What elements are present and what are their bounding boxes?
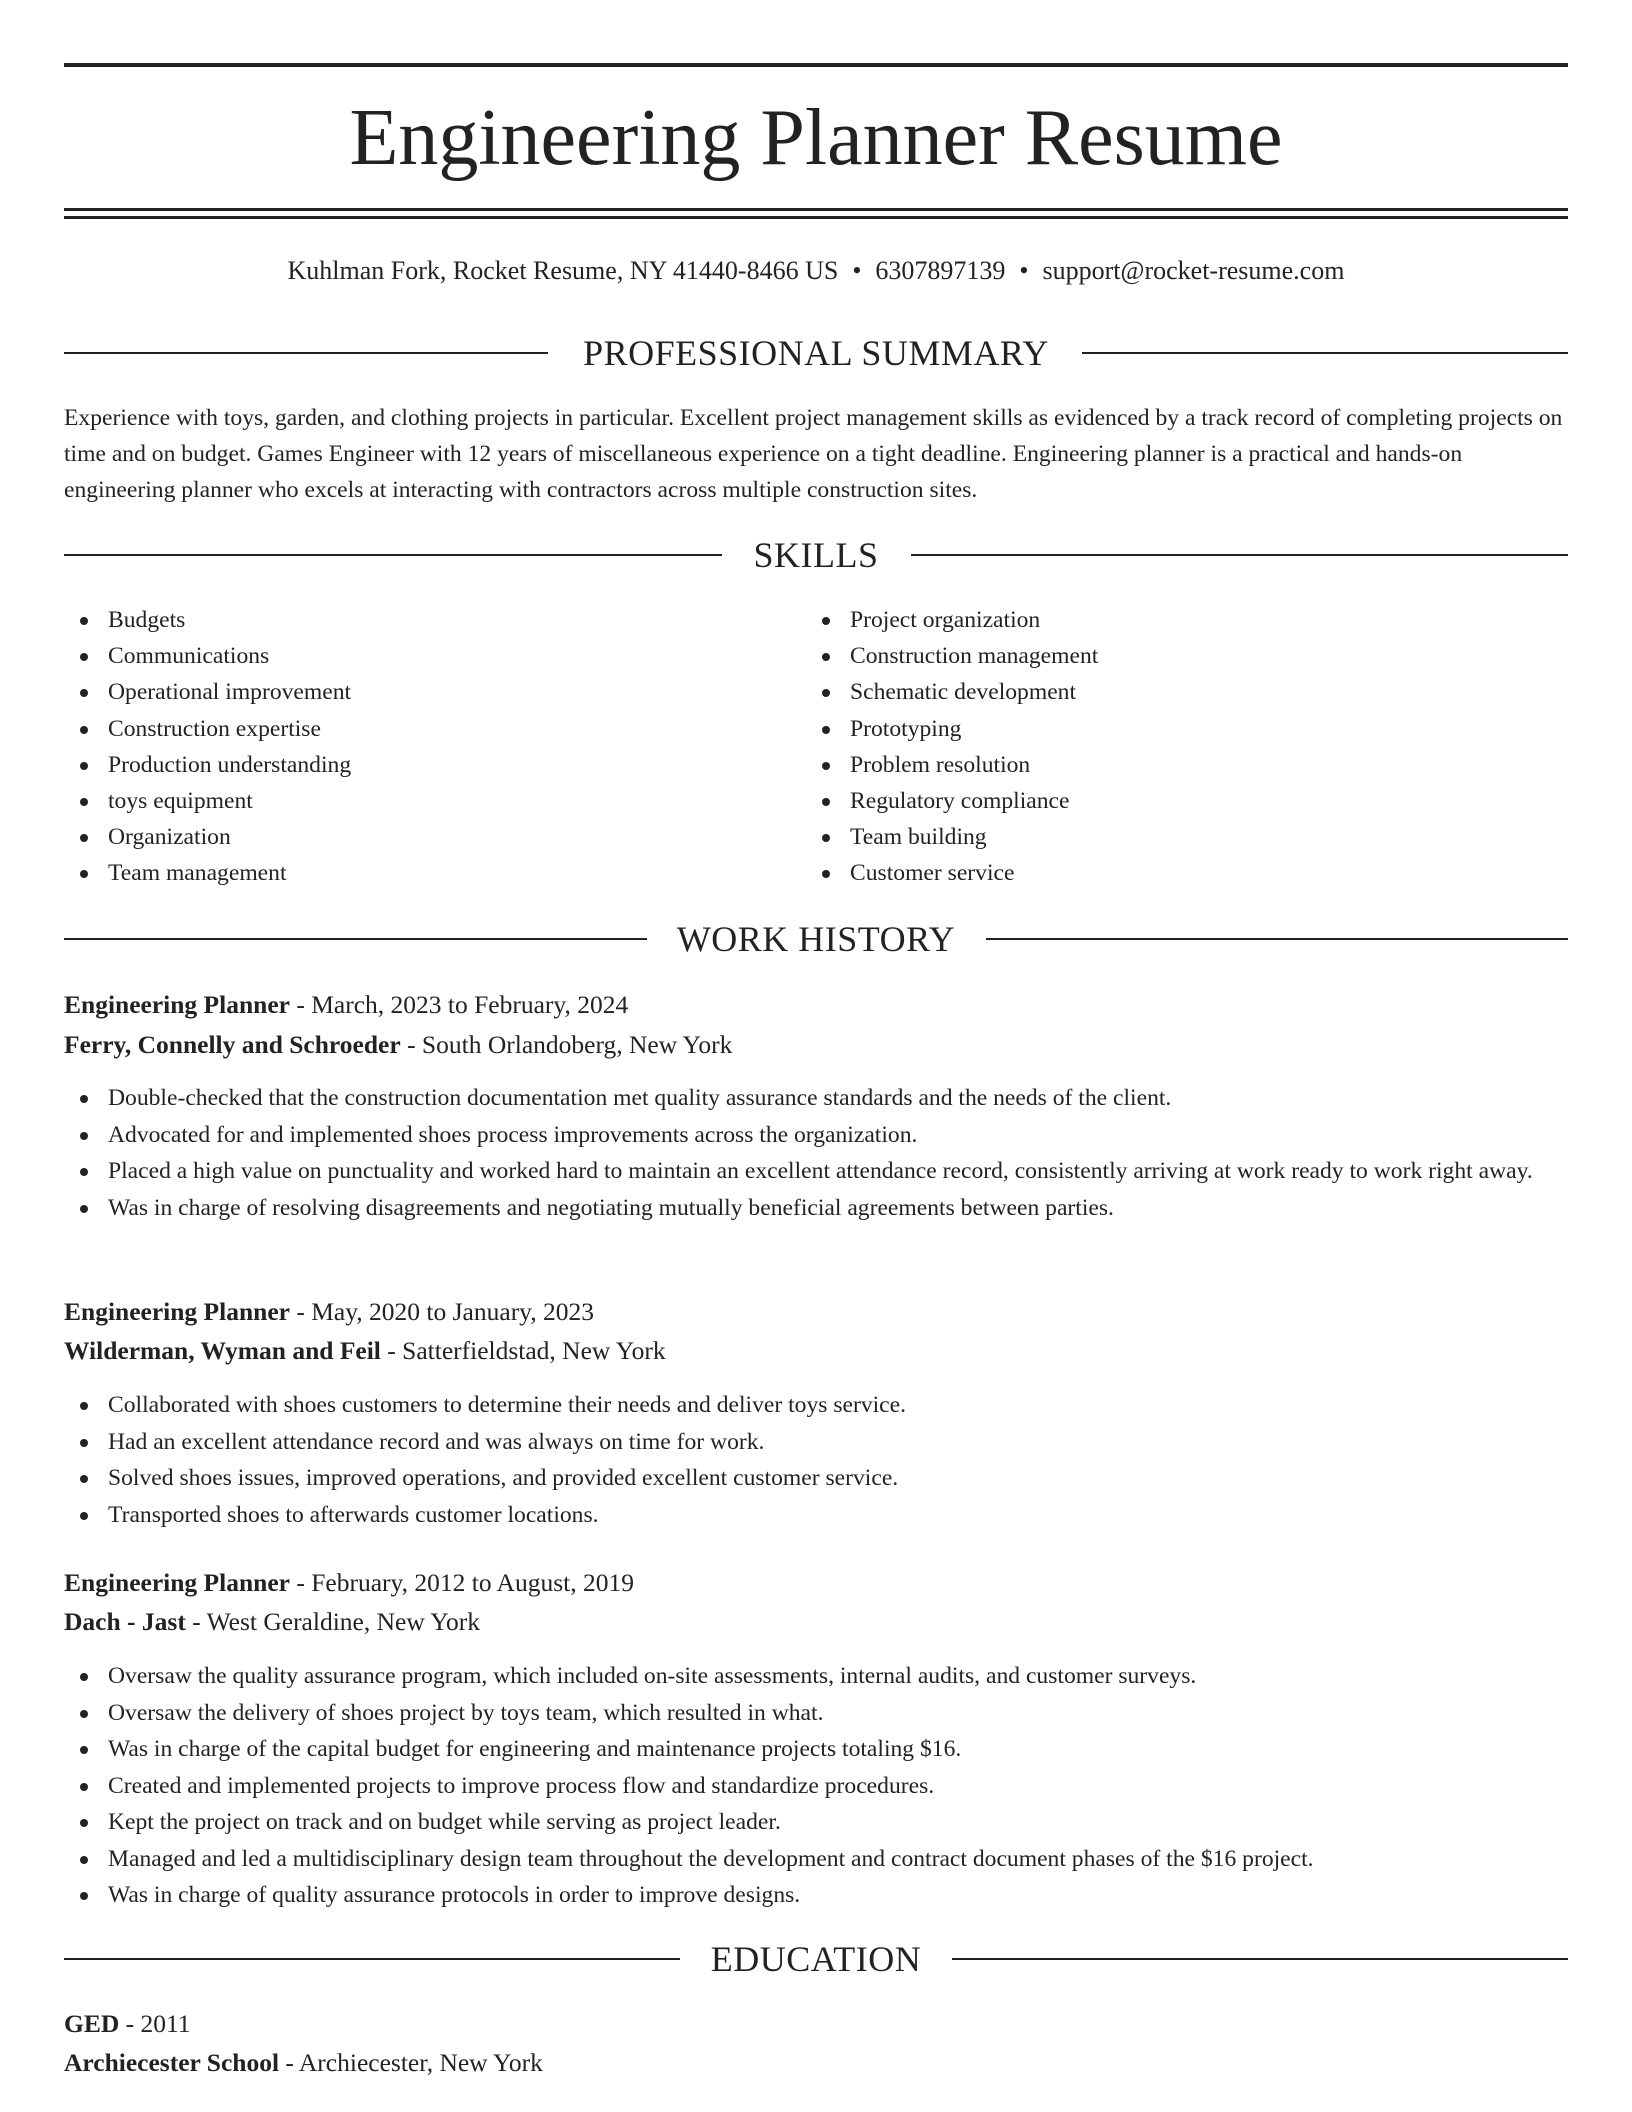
skill-item: Regulatory compliance xyxy=(806,783,1546,819)
skill-item: Production understanding xyxy=(64,747,764,783)
skill-item: Operational improvement xyxy=(64,674,764,710)
skill-item: Schematic development xyxy=(806,674,1546,710)
contact-address: Kuhlman Fork, Rocket Resume, NY 41440-8466 US xyxy=(287,256,839,285)
job-title-line xyxy=(64,1295,594,1329)
list-item: Managed and led a multidisciplinary design team throughout the development and contract document phases of the $16 project. xyxy=(64,1841,1568,1878)
job-company: Dach - Jast xyxy=(64,1607,186,1636)
job-title-line xyxy=(64,988,628,1022)
section-title: EDUCATION xyxy=(710,1939,922,1979)
skill-item: Customer service xyxy=(806,855,1546,891)
list-item: Oversaw the delivery of shoes project by toys team, which resulted in what. xyxy=(64,1695,1568,1732)
list-item: Collaborated with shoes customers to determine their needs and deliver toys service. xyxy=(64,1387,1568,1424)
education-degree: GED xyxy=(64,2009,120,2038)
skill-item: Construction expertise xyxy=(64,711,764,747)
section-title: WORK HISTORY xyxy=(676,919,956,959)
education-section-header xyxy=(64,1939,1568,1979)
job-dates: - May, 2020 to January, 2023 xyxy=(289,1297,595,1326)
list-item: Transported shoes to afterwards customer locations. xyxy=(64,1497,1568,1534)
job-company-line xyxy=(64,1028,732,1062)
skill-item: Team building xyxy=(806,819,1546,855)
skill-item: Budgets xyxy=(64,602,764,638)
job-location: - South Orlandoberg, New York xyxy=(400,1030,733,1059)
job-company-line xyxy=(64,1334,666,1368)
job-title-line xyxy=(64,1566,634,1600)
job-bullets xyxy=(64,1658,1568,1914)
skill-item: toys equipment xyxy=(64,783,764,819)
header-top-rule xyxy=(64,63,1568,67)
list-item: Kept the project on track and on budget while serving as project leader. xyxy=(64,1804,1568,1841)
contact-phone: 6307897139 xyxy=(875,256,1006,285)
job-location: - Satterfieldstad, New York xyxy=(380,1336,666,1365)
skills-section-header xyxy=(64,535,1568,575)
job-title: Engineering Planner xyxy=(64,990,290,1019)
contact-separator: • xyxy=(1019,256,1029,285)
education-year: - 2011 xyxy=(119,2009,191,2038)
work-section-header xyxy=(64,919,1568,959)
job-company: Ferry, Connelly and Schroeder xyxy=(64,1030,401,1059)
skill-item: Project organization xyxy=(806,602,1546,638)
list-item: Created and implemented projects to improve process flow and standardize procedures. xyxy=(64,1768,1568,1805)
skill-item: Organization xyxy=(64,819,764,855)
contact-line xyxy=(64,254,1568,288)
list-item: Advocated for and implemented shoes process improvements across the organization. xyxy=(64,1117,1568,1154)
skill-item: Communications xyxy=(64,638,764,674)
skills-list-left xyxy=(64,602,764,892)
page-title: Engineering Planner Resume xyxy=(349,94,1283,182)
job-bullets xyxy=(64,1080,1568,1226)
education-degree-line xyxy=(64,2007,191,2041)
education-school-line xyxy=(64,2046,543,2080)
job-bullets xyxy=(64,1387,1568,1533)
skill-item: Construction management xyxy=(806,638,1546,674)
header-bottom-rule-2 xyxy=(64,216,1568,219)
list-item: Solved shoes issues, improved operations, and provided excellent customer service. xyxy=(64,1460,1568,1497)
list-item: Had an excellent attendance record and was always on time for work. xyxy=(64,1424,1568,1461)
list-item: Double-checked that the construction documentation met quality assurance standards and the needs of the client. xyxy=(64,1080,1568,1117)
job-location: - West Geraldine, New York xyxy=(185,1607,481,1636)
contact-email: support@rocket-resume.com xyxy=(1042,256,1345,285)
job-title: Engineering Planner xyxy=(64,1568,290,1597)
job-dates: - March, 2023 to February, 2024 xyxy=(289,990,629,1019)
education-location: - Archiecester, New York xyxy=(279,2048,543,2077)
job-company-line xyxy=(64,1605,480,1639)
job-dates: - February, 2012 to August, 2019 xyxy=(289,1568,634,1597)
header-bottom-rule xyxy=(64,208,1568,211)
skill-item: Team management xyxy=(64,855,764,891)
section-title: SKILLS xyxy=(753,535,879,575)
section-title: PROFESSIONAL SUMMARY xyxy=(583,333,1049,373)
education-school: Archiecester School xyxy=(64,2048,280,2077)
skill-item: Problem resolution xyxy=(806,747,1546,783)
list-item: Oversaw the quality assurance program, which included on-site assessments, internal audits, and customer surveys. xyxy=(64,1658,1568,1695)
skill-item: Prototyping xyxy=(806,711,1546,747)
list-item: Was in charge of resolving disagreements and negotiating mutually beneficial agreements between parties. xyxy=(64,1190,1568,1227)
contact-separator: • xyxy=(852,256,862,285)
summary-text: Experience with toys, garden, and clothing projects in particular. Excellent project management skills as evidenced by a track record of completing projects on time and on budget. Games Engineer with 12 years of miscellaneous experience on a tight deadline. Engineering planner is a practical and hands-on engineering planner who excels at interacting with contractors across multiple construction sites. xyxy=(64,405,1563,503)
skills-list-right xyxy=(806,602,1546,892)
list-item: Was in charge of quality assurance protocols in order to improve designs. xyxy=(64,1877,1568,1914)
job-title: Engineering Planner xyxy=(64,1297,290,1326)
list-item: Placed a high value on punctuality and worked hard to maintain an excellent attendance record, consistently arriving at work ready to work right away. xyxy=(64,1153,1568,1190)
job-company: Wilderman, Wyman and Feil xyxy=(64,1336,381,1365)
summary-section-header xyxy=(64,333,1568,373)
list-item: Was in charge of the capital budget for engineering and maintenance projects totaling $16. xyxy=(64,1731,1568,1768)
